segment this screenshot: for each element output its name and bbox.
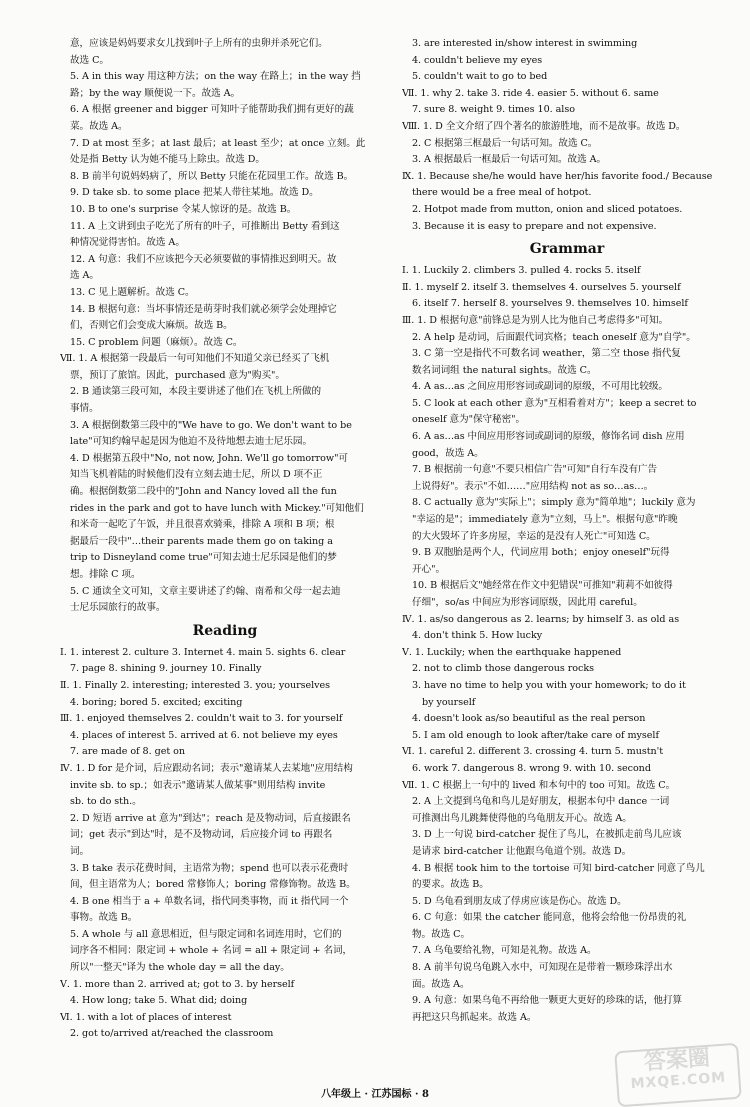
answer-line: Ⅱ. 1. myself 2. itself 3. themselves 4. ourselves 5. yourself <box>402 281 681 293</box>
page-footer: 八年级上 · 江苏国标 · 8 <box>321 1089 429 1100</box>
answer-line: 2. D 短语 arrive at 意为"到达"；reach 是及物动词，后直接跟名 <box>70 812 351 824</box>
answer-line: Ⅴ. 1. Luckily; when the earthquake happened <box>402 646 622 658</box>
answer-line: rides in the park and got to have lunch with Mickey."可知他们 <box>70 502 364 514</box>
answer-line: 仔细"，so/as 中间应为形容词原级，因此用 careful。 <box>412 597 643 608</box>
answer-line: oneself 意为"保守秘密"。 <box>412 414 526 426</box>
answer-line: Ⅳ. 1. as/so dangerous as 2. learns; by himself 3. as old as <box>402 613 680 625</box>
answer-line: 2. B 通读第三段可知，本段主要讲述了他们在飞机上所做的 <box>70 386 322 398</box>
answer-line: 意，应该是妈妈要求女儿找到叶子上所有的虫卵并杀死它们。 <box>70 38 328 49</box>
answer-line: Ⅲ. 1. D 根据句意"前锋总是为别人比为他自己考虑得多"可知。 <box>402 314 669 326</box>
answer-line: Ⅲ. 1. enjoyed themselves 2. couldn't wait to 3. for yourself <box>60 713 343 725</box>
answer-line: 7. sure 8. weight 9. times 10. also <box>412 104 575 116</box>
answer-line: 2. not to climb those dangerous rocks <box>412 663 594 675</box>
answer-line: 7. A 乌龟要给礼物，可知是礼物。故选 A。 <box>412 945 597 957</box>
answer-line: 2. A help 是动词，后面跟代词宾格；teach oneself 意为"自学"。 <box>412 331 696 343</box>
answer-line: 8. A 前半句说乌龟跳入水中，可知现在是带着一颗珍珠浮出水 <box>412 962 673 974</box>
answer-line: 们，否则它们会变成大麻烦。故选 B。 <box>70 320 233 332</box>
answer-line: 词。 <box>70 845 90 857</box>
answer-line: Ⅵ. 1. careful 2. different 3. crossing 4. turn 5. mustn't <box>402 746 664 758</box>
left-column <box>60 36 390 1043</box>
answer-line: 面。故选 A。 <box>412 978 470 990</box>
answer-line: 5. couldn't wait to go to bed <box>412 71 548 83</box>
answer-line: 3. Because it is easy to prepare and not expensive. <box>412 220 657 232</box>
answer-line: 处是指 Betty 认为她不能马上除虫。故选 D。 <box>70 154 265 166</box>
answer-line: 3. A 根据最后一框最后一句话可知。故选 A。 <box>412 154 607 166</box>
answer-line: 的要求。故选 B。 <box>412 879 489 891</box>
answer-line: 上说得好"。表示"不如……"应用结构 not as so…as…。 <box>412 480 654 492</box>
answer-line: 路；by the way 顺便说一下。故选 A。 <box>70 87 241 99</box>
answer-line: Ⅸ. 1. Because she/he would have her/his favorite food./ Because <box>402 170 713 182</box>
answer-line: 7. page 8. shining 9. journey 10. Finally <box>70 663 262 675</box>
answer-line: 3. have no time to help you with your homework; to do it <box>412 679 686 691</box>
answer-line: 4. D 根据第五段中"No, not now, John. We'll go tomorrow"可 <box>70 452 348 464</box>
answer-line: 6. work 7. dangerous 8. wrong 9. with 10. second <box>412 762 651 774</box>
answer-line: 3. B take 表示花费时间，主语常为物；spend 也可以表示花费时 <box>70 862 349 874</box>
answer-line: by yourself <box>422 696 476 708</box>
answer-line: 选 A。 <box>70 270 99 282</box>
answer-line: 6. C 句意：如果 the catcher 能同意，他将会给他一份昂贵的礼 <box>412 912 687 924</box>
answer-line: 开心"。 <box>412 563 445 575</box>
answer-line: 据最后一段中"…their parents made them go on taking a <box>70 535 333 547</box>
answer-line: Ⅶ. 1. A 根据第一段最后一句可知他们不知道父亲已经买了飞机 <box>60 353 330 365</box>
answer-line: late"可知约翰早起是因为他迫不及待地想去迪士尼乐园。 <box>70 436 312 448</box>
answer-line: 6. A as…as 中间应用形容词或副词的原级，修饰名词 dish 应用 <box>412 431 685 443</box>
answer-line: 数名词词组 the natural sights。故选 C。 <box>412 364 597 376</box>
answer-line: 和米奇一起吃了午饭，并且很喜欢骑乘，排除 A 项和 B 项；根 <box>70 519 335 531</box>
answer-line: 3. D 上一句说 bird-catcher 捉住了鸟儿，在被抓走前鸟儿应该 <box>412 829 682 841</box>
answer-line: 12. A 句意：我们不应该把今天必须要做的事情推迟到明天。故 <box>70 253 337 265</box>
answer-line: 想。排除 C 项。 <box>70 569 141 580</box>
answer-line: 4. A as…as 之间应用形容词或副词的原级，不可用比较级。 <box>412 381 668 393</box>
answer-line: 2. got to/arrived at/reached the classroom <box>70 1028 274 1040</box>
answer-line: 7. are made of 8. get on <box>70 746 185 758</box>
watermark-logo <box>614 1043 742 1107</box>
answer-line: 4. B 根据 took him to the tortoise 可知 bird-catcher 同意了鸟儿 <box>412 862 705 874</box>
answer-line: 9. A 句意：如果乌龟不再给他一颗更大更好的珍珠的话，他打算 <box>412 995 683 1007</box>
answer-line: 5. C look at each other 意为"互相看着对方"；keep a secret to <box>412 397 697 409</box>
answer-line: 票，预订了旅馆。因此，purchased 意为"购买"。 <box>70 369 285 381</box>
answer-line: 8. B 前半句说妈妈病了，所以 Betty 只能在花园里工作。故选 B。 <box>70 170 354 182</box>
answer-line: 事物。故选 B。 <box>70 912 138 924</box>
answer-line: 4. How long; take 5. What did; doing <box>70 995 248 1007</box>
answer-line: Ⅱ. 1. Finally 2. interesting; interested 3. you; yourselves <box>60 679 330 691</box>
answer-line: 4. couldn't believe my eyes <box>412 54 543 66</box>
answer-line: 4. boring; bored 5. excited; exciting <box>70 696 243 708</box>
answer-line: 7. D at most 至多；at last 最后；at least 至少；at once 立刻。此 <box>70 137 366 149</box>
answer-line: 间，但主语常为人；bored 常修饰人；boring 常修饰物。故选 B。 <box>70 879 356 891</box>
answer-line: 3. A 根据倒数第三段中的"We have to go. We don't want to be <box>70 419 352 431</box>
answer-line: invite sb. to sp.；如表示"邀请某人做某事"则用结构 invite <box>70 779 326 791</box>
answer-line: 事情。 <box>70 403 99 415</box>
answer-line: 2. Hotpot made from mutton, onion and sliced potatoes. <box>412 203 683 215</box>
answer-line: Ⅴ. 1. more than 2. arrived at; got to 3. by herself <box>60 978 295 990</box>
answer-line: 5. C 通读全文可知，文章主要讲述了约翰、南希和父母一起去迪 <box>70 585 341 597</box>
answer-line: trip to Disneyland come true"可知去迪士尼乐园是他们的梦 <box>70 552 337 564</box>
answer-line: Ⅰ. 1. Luckily 2. climbers 3. pulled 4. rocks 5. itself <box>402 265 641 277</box>
answer-line: 10. B to one's surprise 令某人惊讶的是。故选 B。 <box>70 203 297 215</box>
answer-line: 5. A in this way 用这种方法；on the way 在路上；in the way 挡 <box>70 71 361 83</box>
answer-line: 15. C problem 问题（麻烦）。故选 C。 <box>70 336 243 348</box>
answer-line: there would be a free meal of hotpot. <box>412 187 592 199</box>
answer-line: 4. doesn't look as/so beautiful as the real person <box>412 713 646 725</box>
answer-line: 11. A 上文讲到虫子吃光了所有的叶子，可推断出 Betty 看到这 <box>70 220 340 232</box>
section-heading: Grammar <box>529 241 605 258</box>
right-column <box>402 36 732 1026</box>
answer-line: 5. D 乌龟看到朋友成了俘虏应该是伤心。故选 D。 <box>412 895 627 907</box>
answer-line: "幸运的是"；immediately 意为"立刻，马上"。根据句意"昨晚 <box>412 514 678 526</box>
watermark-url: MXQE.COM <box>630 1069 727 1093</box>
answer-line: 知当飞机着陆的时候他们没有立刻去迪士尼，所以 D 项不正 <box>70 469 323 481</box>
answer-line: 6. A 根据 greener and bigger 可知叶子能帮助我们拥有更好的蔬 <box>70 104 354 116</box>
answer-line: sb. to do sth.。 <box>70 796 142 808</box>
answer-line: 3. are interested in/show interest in swimming <box>412 38 638 49</box>
answer-line: 菜。故选 A。 <box>70 120 128 132</box>
answer-line: 9. D take sb. to some place 把某人带往某地。故选 D。 <box>70 187 319 199</box>
answer-line: 5. I am old enough to look after/take care of myself <box>412 729 659 741</box>
answer-line: 4. B one 相当于 a + 单数名词，指代同类事物，而 it 指代同一个 <box>70 895 349 907</box>
answer-line: 的大火毁坏了许多房屋，幸运的是没有人死亡"可知选 C。 <box>412 530 656 542</box>
answer-line: 9. B 双胞胎是两个人，代词应用 both；enjoy oneself"玩得 <box>412 547 670 559</box>
answer-line: 7. B 根据前一句意"不要只相信广告"可知"自行车没有广告 <box>412 464 658 476</box>
answer-line: 6. itself 7. herself 8. yourselves 9. themselves 10. himself <box>412 298 688 310</box>
section-heading: Reading <box>192 622 258 639</box>
answer-line: Ⅵ. 1. with a lot of places of interest <box>60 1011 232 1023</box>
answer-line: Ⅳ. 1. D for 是介词，后应跟动名词；表示"邀请某人去某地"应用结构 <box>60 762 353 774</box>
answer-line: 13. C 见上题解析。故选 C。 <box>70 286 195 298</box>
answer-line: 4. don't think 5. How lucky <box>412 630 543 642</box>
answer-line: 2. C 根据第三框最后一句话可知。故选 C。 <box>412 137 598 149</box>
answer-line: 3. C 第一空是指代不可数名词 weather，第二空 those 指代复 <box>412 348 681 360</box>
answer-line: 14. B 根据句意：当坏事情还是萌芽时我们就必须学会处理掉它 <box>70 303 337 315</box>
answer-line: 5. A whole 与 all 意思相近，但与限定词和名词连用时，它们的 <box>70 928 342 940</box>
answer-line: 可推测出鸟儿跳舞使得他的乌龟朋友开心。故选 A。 <box>412 812 632 824</box>
answer-line: 2. A 上文提到乌龟和鸟儿是好朋友，根据本句中 dance 一词 <box>412 796 670 808</box>
answer-line: 所以"一整天"译为 the whole day = all the day。 <box>70 962 290 974</box>
answer-line: 士尼乐园旅行的故事。 <box>70 602 166 614</box>
answer-line: Ⅶ. 1. why 2. take 3. ride 4. easier 5. without 6. same <box>402 87 659 99</box>
watermark-text: 答案圈 <box>643 1045 711 1076</box>
answer-line: Ⅷ. 1. D 全文介绍了四个著名的旅游胜地，而不是故事。故选 D。 <box>402 120 686 132</box>
answer-line: 8. C actually 意为"实际上"；simply 意为"简单地"；luckily 意为 <box>412 497 696 509</box>
answer-line: Ⅶ. 1. C 根据上一句中的 lived 和本句中的 too 可知。故选 C。 <box>402 779 676 791</box>
answer-line: 词序各不相同：限定词 + whole + 名词 = all + 限定词 + 名词， <box>70 945 353 957</box>
answer-line: 是请求 bird-catcher 让他跟乌龟道个别。故选 D。 <box>412 845 632 857</box>
answer-line: 确。根据倒数第二段中的"John and Nancy loved all the fun <box>70 486 337 498</box>
answer-line: 再把这只鸟抓起来。故选 A。 <box>412 1011 537 1023</box>
answer-line: good，故选 A。 <box>412 447 484 459</box>
answer-line: 种情况觉得害怕。故选 A。 <box>70 237 185 249</box>
answer-line: Ⅰ. 1. interest 2. culture 3. Internet 4. main 5. sights 6. clear <box>60 646 346 658</box>
answer-line: 物。故选 C。 <box>412 928 471 940</box>
answer-line: 4. places of interest 5. arrived at 6. not believe my eyes <box>70 729 338 741</box>
answer-line: 10. B 根据后文"她经常在作文中犯错误"可推知"莉莉不如彼得 <box>412 580 673 592</box>
answer-line: 词；get 表示"到达"时，是不及物动词，后应接介词 to 再跟名 <box>70 829 333 841</box>
answer-line: 故选 C。 <box>70 54 109 66</box>
